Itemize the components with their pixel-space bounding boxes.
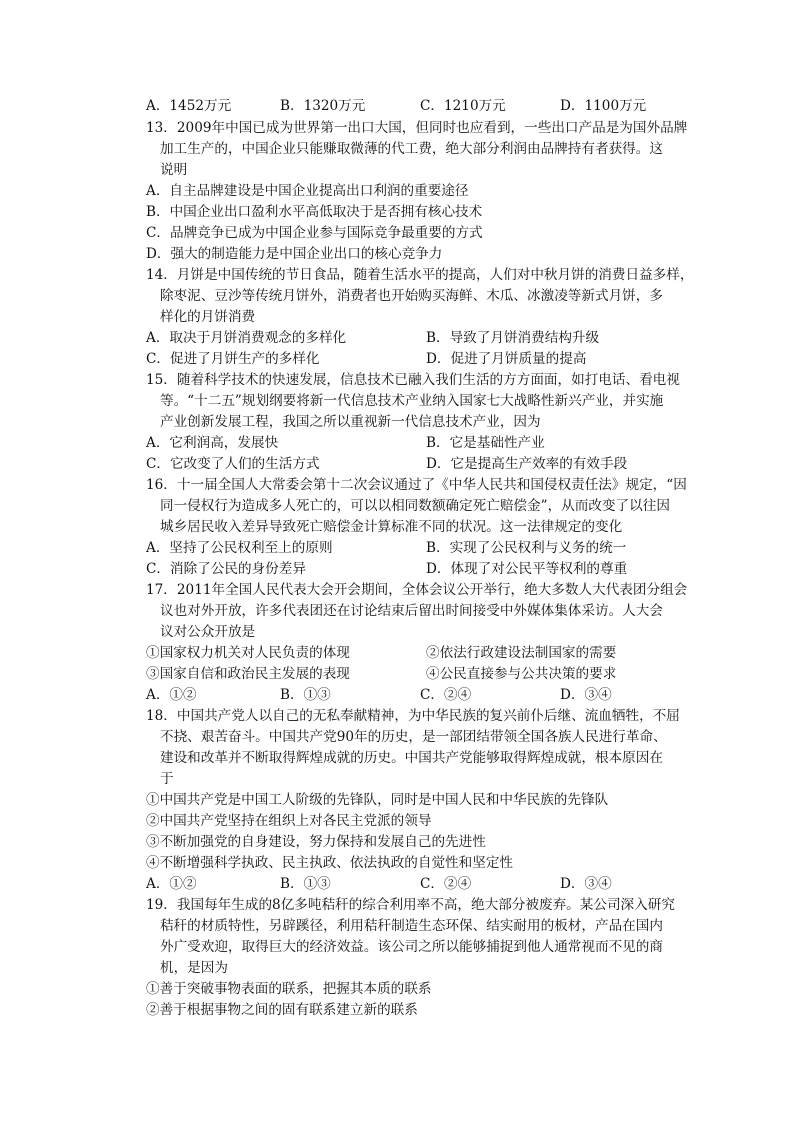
q19-stem-line-2: 秸秆的材质特性，另辟蹊径，利用秸秆制造生态环保、结实耐用的板材，产品在国内: [160, 918, 663, 934]
q18-stem-line-2: 不挠、艰苦奋斗。中国共产党90年的历史，是一部团结带领全国各族人民进行革命、: [160, 729, 667, 745]
q19-stem-line-4: 机，是因为: [160, 960, 228, 976]
q16-option-c: C．消除了公民的身份差异: [146, 561, 306, 577]
q18-option-c: C．②④: [420, 876, 472, 892]
q18-item-2: ②中国共产党坚持在组织上对各民主党派的领导: [146, 813, 432, 829]
q18-option-d: D．③④: [560, 876, 612, 892]
q18-stem-line-3: 建设和改革并不断取得辉煌成就的历史。中国共产党能够取得辉煌成就，根本原因在: [160, 750, 663, 766]
q18-stem-line-1: 18．中国共产党人以自己的无私奉献精神，为中华民族的复兴前仆后继、流血牺牲，不屈: [146, 708, 680, 724]
q13-option-b: B．中国企业出口盈利水平高低取决于是否拥有核心技术: [146, 204, 483, 220]
q14-option-a: A．取决于月饼消费观念的多样化: [146, 330, 347, 346]
q16-stem-line-1: 16．十一届全国人大常委会第十二次会议通过了《中华人民共和国侵权责任法》规定，“因: [146, 477, 687, 493]
q13-stem-line-1: 13．2009年中国已成为世界第一出口大国，但同时也应看到，一些出口产品是为国外品牌: [146, 120, 688, 136]
q13-stem-line-3: 说明: [160, 162, 188, 178]
q14-stem-line-3: 样化的月饼消费: [160, 309, 256, 325]
q15-option-a: A．它利润高，发展快: [146, 435, 279, 451]
q15-option-d: D．它是提高生产效率的有效手段: [426, 456, 628, 472]
q19-item-2: ②善于根据事物之间的固有联系建立新的联系: [146, 1002, 418, 1018]
q18-item-3: ③不断加强党的自身建设，努力保持和发展自己的先进性: [146, 834, 486, 850]
q19-stem-line-1: 19．我国每年生成的8亿多吨秸秆的综合利用率不高，绝大部分被废弃。某公司深入研究: [146, 897, 675, 913]
q12-option-d: D．1100万元: [560, 98, 647, 114]
q14-stem-line-1: 14．月饼是中国传统的节日食品，随着生活水平的提高，人们对中秋月饼的消费日益多样，: [146, 267, 694, 283]
q14-stem-line-2: 除枣泥、豆沙等传统月饼外，消费者也开始购买海鲜、木瓜、冰激凌等新式月饼，多: [160, 288, 663, 304]
q17-item-2: ②依法行政建设法制国家的需要: [426, 645, 617, 661]
q13-stem-line-2: 加工生产的，中国企业只能赚取微薄的代工费，绝大部分利润由品牌持有者获得。这: [160, 141, 663, 157]
q15-option-b: B．它是基础性产业: [426, 435, 545, 451]
q15-stem-line-3: 产业创新发展工程，我国之所以重视新一代信息技术产业，因为: [160, 414, 541, 430]
q17-option-a: A．①②: [146, 687, 197, 703]
q17-option-c: C．②④: [420, 687, 472, 703]
q19-item-1: ①善于突破事物表面的联系，把握其本质的联系: [146, 981, 432, 997]
q16-stem-line-3: 城乡居民收入差异导致死亡赔偿金计算标准不同的状况。这一法律规定的变化: [160, 519, 623, 535]
q18-item-1: ①中国共产党是中国工人阶级的先锋队，同时是中国人民和中华民族的先锋队: [146, 792, 609, 808]
q17-item-1: ①国家权力机关对人民负责的体现: [146, 645, 350, 661]
q15-stem-line-1: 15．随着科学技术的快速发展，信息技术已融入我们生活的方方面面，如打电话、看电视: [146, 372, 680, 388]
q18-item-4: ④不断增强科学执政、民主执政、依法执政的自觉性和坚定性: [146, 855, 514, 871]
q19-stem-line-3: 外广受欢迎，取得巨大的经济效益。该公司之所以能够捕捉到他人通常视而不见的商: [160, 939, 663, 955]
q16-option-a: A．坚持了公民权利至上的原则: [146, 540, 333, 556]
q16-option-b: B．实现了公民权利与义务的统一: [426, 540, 627, 556]
q17-stem-line-3: 议对公众开放是: [160, 624, 256, 640]
q18-option-a: A．①②: [146, 876, 197, 892]
q17-option-b: B．①③: [280, 687, 331, 703]
q16-option-d: D．体现了对公民平等权利的尊重: [426, 561, 628, 577]
q13-option-d: D．强大的制造能力是中国企业出口的核心竞争力: [146, 246, 443, 262]
q15-option-c: C．它改变了人们的生活方式: [146, 456, 320, 472]
q17-stem-line-1: 17．2011年全国人民代表大会开会期间，全体会议公开举行，绝大多数人大代表团分组会: [146, 582, 688, 598]
q17-stem-line-2: 议也对外开放，许多代表团还在讨论结束后留出时间接受中外媒体集体采访。人大会: [160, 603, 663, 619]
q14-option-c: C．促进了月饼生产的多样化: [146, 351, 320, 367]
q13-option-c: C．品牌竞争已成为中国企业参与国际竞争最重要的方式: [146, 225, 483, 241]
q17-option-d: D．③④: [560, 687, 612, 703]
q12-option-a: A．1452万元: [146, 98, 232, 114]
q18-stem-line-4: 于: [160, 771, 174, 787]
q16-stem-line-2: 同一侵权行为造成多人死亡的，可以以相同数额确定死亡赔偿金”，从而改变了以往因: [160, 498, 670, 514]
q18-option-b: B．①③: [280, 876, 331, 892]
q17-item-3: ③国家自信和政治民主发展的表现: [146, 666, 350, 682]
q14-option-b: B．导致了月饼消费结构升级: [426, 330, 600, 346]
q12-option-c: C．1210万元: [420, 98, 506, 114]
q13-option-a: A．自主品牌建设是中国企业提高出口利润的重要途径: [146, 183, 469, 199]
q17-item-4: ④公民直接参与公共决策的要求: [426, 666, 617, 682]
q15-stem-line-2: 等。“十二五”规划纲要将新一代信息技术产业纳入国家七大战略性新兴产业，并实施: [160, 393, 664, 409]
q14-option-d: D．促进了月饼质量的提高: [426, 351, 587, 367]
q12-option-b: B．1320万元: [280, 98, 366, 114]
